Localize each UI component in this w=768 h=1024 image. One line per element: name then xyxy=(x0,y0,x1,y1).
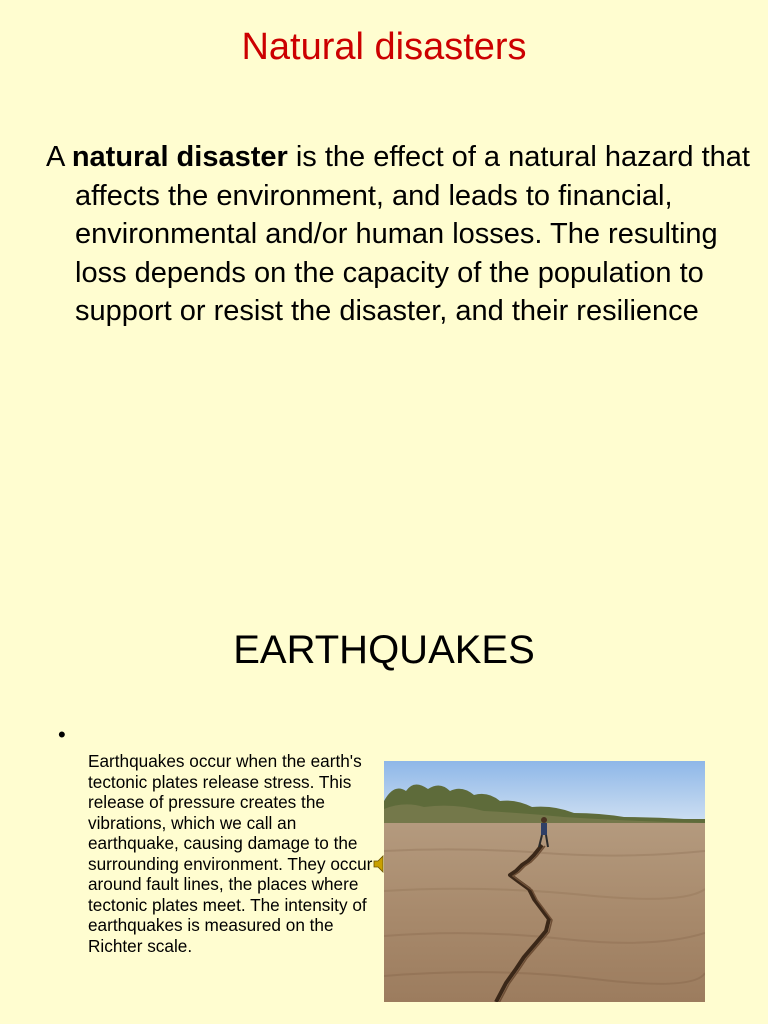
definition-paragraph xyxy=(46,138,765,331)
slide-title: Natural disasters xyxy=(241,26,527,68)
section-heading: EARTHQUAKES xyxy=(233,628,535,672)
definition-term: natural disaster xyxy=(71,141,288,173)
earthquake-fissure-photo xyxy=(384,761,705,1002)
definition-lead: A xyxy=(46,141,72,173)
definition-body: is the effect of a natural hazard that affects the environment, and leads to financial, environmental and/or human losses. The resulting loss depends on the capacity of the population to support or resist the disaster, and their resilience xyxy=(75,141,750,328)
bullet-marker: • xyxy=(58,722,66,747)
earthquake-description: Earthquakes occur when the earth's tectonic plates release stress. This release of pressure creates the vibrations, which we call an earthquake, causing damage to the surrounding environment. They occur around fault lines, the places where tectonic plates meet. The intensity of earthquakes is measured on the Richter scale. xyxy=(88,751,373,956)
